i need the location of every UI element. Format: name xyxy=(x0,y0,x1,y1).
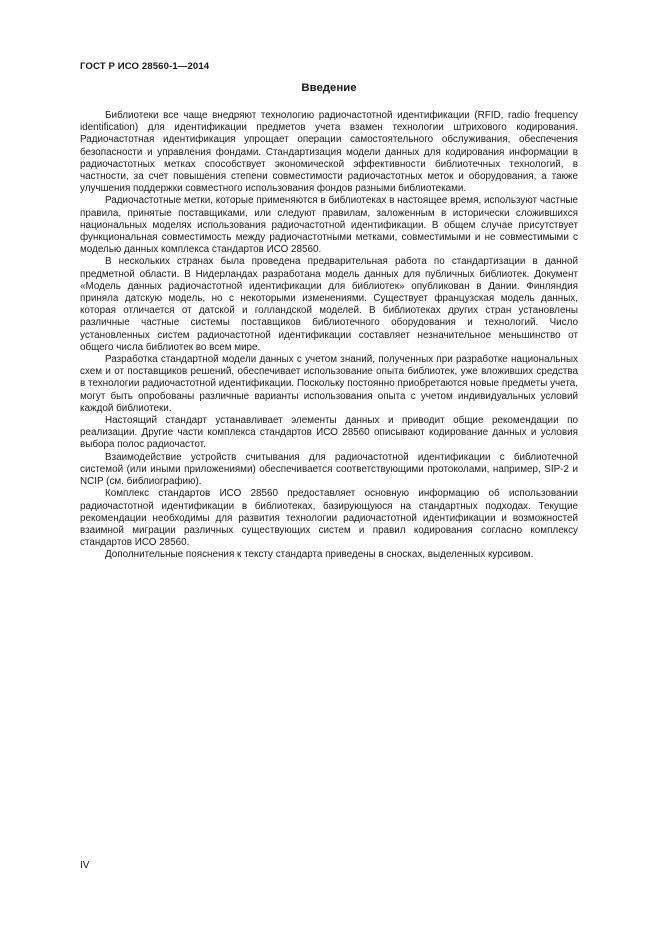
standard-number-header: ГОСТ Р ИСО 28560-1—2014 xyxy=(80,61,210,72)
paragraph: Радиочастотные метки, которые применяются в библиотеках в настоящее время, используют частные правила, принятые поставщиками, или следуют правилам, заложенным в исторически сложившихся национальных моделях использования радиочастотной идентификации. В общем случае присутствует функциональная совместимость между радиочастотными метками, совместимыми и не совместимыми с моделью данных комплекса стандартов ИСО 28560. xyxy=(80,195,578,256)
paragraph: Взаимодействие устройств считывания для радиочастотной идентификации с библиотечной системой (или иными приложениями) обеспечивается соответствующими протоколами, например, SIP-2 и NCIP (см. библиографию). xyxy=(80,451,578,488)
page-number: IV xyxy=(80,860,90,871)
section-title: Введение xyxy=(301,82,357,94)
paragraph: Разработка стандартной модели данных с учетом знаний, полученных при разработке национальных схем и от поставщиков решений, обеспечивает использование опыта библиотек, уже вложивших средства в технологии радиочастотной идентификации. Поскольку постоянно приобретаются новые предметы учета, могут быть опробованы различные варианты использования опыта с учетом индивидуальных условий каждой библиотеки. xyxy=(80,354,578,414)
paragraph: Библиотеки все чаще внедряют технологию радиочастотной идентификации (RFID, radio frequency identification) для идентификации предметов учета взамен технологии штрихового кодирования. Радиочастотная идентификация упрощает операции самостоятельного обслуживания, обеспечения безопасности и управления фондами. Стандартизация модели данных для кодирования информации в радиочастотных метках способствует экономической эффективности библиотечных технологий, в частности, за счет повышения степени совместимости радиочастотных меток и оборудования, а также улучшения поддержки совместного использования фондов разными библиотеками. xyxy=(80,110,578,195)
introduction-body xyxy=(80,110,578,562)
paragraph: В нескольких странах была проведена предварительная работа по стандартизации в данной предметной области. В Нидерландах разработана модель данных для публичных библиотек. Документ «Модель данных радиочастотной идентификации для библиотек» опубликован в Дании. Финляндия приняла датскую модель, но с некоторыми изменениями. Существует французская модель данных, которая отличается от датской и голландской моделей. В библиотеках других стран установлены различные частные системы поставщиков библиотечного оборудования и технологий. Число установленных систем радиочастотной идентификации составляет незначительное меньшинство от общего числа библиотек во всем мире. xyxy=(80,256,578,353)
paragraph: Дополнительные пояснения к тексту стандарта приведены в сносках, выделенных курсивом. xyxy=(105,549,534,561)
paragraph: Настоящий стандарт устанавливает элементы данных и приводит общие рекомендации по реализации. Другие части комплекса стандартов ИСО 28560 описывают кодирование данных и условия выбора полос радиочастот. xyxy=(80,415,578,451)
paragraph: Комплекс стандартов ИСО 28560 предоставляет основную информацию об использовании радиочастотной идентификации в библиотеках, базирующуюся на стандартных подходах. Текущие рекомендации необходимы для развития технологии радиочастотной идентификации и возможностей взаимной миграции различных существующих систем и правил кодирования согласно комплексу стандартов ИСО 28560. xyxy=(80,488,578,549)
